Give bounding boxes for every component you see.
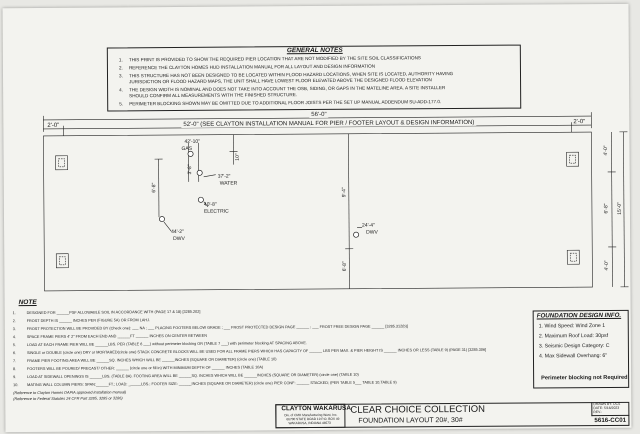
- company-sub: Div. of CMH Manufacturing West, Inc.: [284, 412, 338, 418]
- general-note-num: 4.: [119, 87, 123, 93]
- foundation-info-item: 4. Max Sidewall Overhang: 6": [538, 352, 608, 360]
- foundation-info-item: 1. Wind Speed: Wind Zone 1: [538, 322, 606, 330]
- note-text: SPACE FRAME PIERS 4' 2" FROM EACH END AND ______FT ______ INCHES ON CENTER BETWEEN: [26, 333, 208, 340]
- note-text: SINGLE or DOUBLE (circle one) DRY or MORTARED(circle one) STACK CONCRETE BLOCKS WILL BE USED FOR ALL FRAME PIERS WHICH HAS CAPACITY OF ______ LBS PER MAX. & PIER HEIGHT IS ______ INCHES OR LESS (TABLE 9) (PAGE 31) [3285.306]: [26, 347, 487, 356]
- general-note-text: THIS STRUCTURE HAS NOT BEEN DESIGNED TO BE LOCATED WITHIN FLOOD HAZARD LOCATIONS, WHEN SITE IS LOCATED, AUTHORITY HAVING: [128, 71, 454, 79]
- gas-dim: 42'-10": [184, 138, 201, 145]
- sheet-title: FOUNDATION LAYOUT 20#, 30#: [358, 416, 463, 425]
- dwv-left-label: DWV: [173, 235, 185, 243]
- blueprint-sheet: [3, 4, 632, 432]
- note-reference: (Reference to Federal Statutes 24 CFR Part 3285, 3285 or 3286): [13, 396, 123, 402]
- electric-dim: 40'-8": [203, 201, 217, 208]
- note-text: DESIGNED FOR ______PSF ALLOWABLE SOIL IN ACCORDANCE WITH (PAGE 17 & 18) [3285.202]: [26, 309, 201, 316]
- general-note-text: THE DESIGN WIDTH IS NOMINAL AND DOES NOT TAKE INTO ACCOUNT THE OSB, SIDING, OR GAPS IN THE MATELINE AREA. A SITE INSTALLER: [129, 85, 446, 93]
- mid-lower-dim: 6'-8": [341, 261, 348, 272]
- main-dim-note: 52'-0" (SEE CLAYTON INSTALLATION MANUAL FOR PIER / FOOTER LAYOUT & DESIGN INFORMATION): [183, 119, 475, 128]
- company-name: CLAYTON WAKARUSA: [281, 404, 351, 413]
- perimeter-blocking-note: Perimeter blocking not Required: [541, 374, 628, 382]
- note-num: 9.: [13, 375, 17, 380]
- note-reference: (Reference to Clayton Homes DAPIA approved installation manual): [13, 390, 127, 396]
- overall-length-dim: 56'-0": [311, 111, 327, 119]
- general-note-num: 1.: [118, 57, 123, 63]
- general-note-text: JURISDICTION OR FLOOD HAZARD MAPS, THE UNIT SHALL HAVE LOWEST FLOOR ELEVATED ABOVE THE DESIGNED FLOOD ELEVATION: [129, 77, 432, 85]
- dwv-left-dim: 44'-2": [171, 228, 184, 236]
- note-text: LOAD AT EACH FRAME PIER WILL BE ______LBS. PER (TABLE 6 ___) without perimeter blocking OR (TABLE 7 ___) with perimeter blocking AT SPACING ABOVE.: [26, 341, 307, 348]
- company-address: WAKARUSA, INDIANA 46573: [288, 420, 331, 426]
- general-note-num: 3.: [118, 73, 123, 79]
- model-number: 5616-CC01: [594, 416, 627, 425]
- water-label: WATER: [219, 180, 238, 187]
- right-bot-dim: 4'-0": [603, 260, 610, 271]
- revision: REV.:: [593, 410, 602, 415]
- note-text: LOAD AT SIDEWALL OPENINGS IS ______LBS. (TABLE 8A). FOOTING AREA WILL BE ______SQ. INCHES WHICH WILL BE ______INCHES (SQUARE OR DIAMETER) (circle one) (TABLE 10): [27, 372, 359, 380]
- foundation-info-item: 3. Seismic Design Category: C: [538, 342, 610, 350]
- foundation-info-title: FOUNDATION DESIGN INFO.: [536, 311, 622, 320]
- note-num: 6.: [12, 351, 17, 356]
- left-overhang-dim: 2'-0": [47, 122, 60, 129]
- note-num: 1.: [12, 311, 16, 316]
- left-vertical-dim: 6'-8": [151, 182, 158, 193]
- drawn-by: DRAWN BY: DCS: [593, 401, 621, 407]
- note-num: 3.: [12, 327, 16, 332]
- note-text: FOOTERS WILL BE POURED/ PRECAST/ OTHER: ______ (circle one or fill in) WITH MINIMUM DEPTH OF ______ INCHES (TABLE 10A): [27, 365, 264, 372]
- general-note-text: THIS PRINT IS PROVIDED TO SHOW THE REQUIRED PIER LOCATION THAT ARE NOT MODIFIED BY THE SITE SOIL CLASSIFICATIONS: [128, 55, 421, 63]
- general-note-text: SHOULD CONFIRM ALL MEASUREMENTS WITH THE FINISHED STRUCTURE.: [129, 92, 298, 99]
- dim-3-8: 3'-8": [187, 164, 194, 175]
- right-top-dim: 4'-0": [602, 145, 610, 156]
- foundation-info-item: 2. Maximum Roof Load: 30psf: [538, 332, 609, 340]
- dwv-right-dim: 24'-4": [362, 222, 375, 229]
- gas-label: GAS: [181, 145, 193, 152]
- note-text: MATING WALL COLUMN PIERS: SPAN:______FT.; LOAD: ______LBS.; FOOTER SIZE: ______INCHES (SQUARE OR DIAMETER) (circle one) PIER CONF: ______ STACKED; (PER TABLE 5___ TABLE 10,TABLE 9): [27, 380, 397, 388]
- note-num: 7.: [12, 359, 17, 364]
- general-notes-title: GENERAL NOTES: [286, 46, 343, 55]
- general-note-text: PERIMETER BLOCKING SHOWN MAY BE OMITTED DUE TO ADDITIONAL FLOOR JOISTS PER THE SET UP MANUAL ADDENDUM SU-ADD-177.0.: [129, 99, 442, 107]
- note-num: 4.: [12, 335, 17, 340]
- note-num: 8.: [13, 367, 17, 372]
- dwv-right-label: DWV: [366, 229, 378, 236]
- note-text: FRAME PIER FOOTING AREA WILL BE ______SQ. INCHES WHICH WILL BE ______INCHES (SQUARE OR DIAMETER) (circle one) (TABLE 10): [26, 357, 277, 364]
- note-num: 2.: [12, 319, 16, 324]
- general-note-num: 2.: [118, 65, 123, 71]
- right-overhang-dim: 2'-0": [573, 119, 586, 126]
- company-address: 66700 STATE ROAD 19 P.O. BOX 49: [286, 416, 340, 422]
- water-dim: 37'-2": [217, 173, 231, 180]
- project-title: CLEAR CHOICE COLLECTION: [350, 403, 486, 416]
- general-note-text: REFERENCE THE CLAYTON HOMES HUD INSTALLATION MANUAL FOR ALL LAYOUT AND DESIGN INFORMATION: [128, 63, 376, 71]
- note-text: FROST PROTECTION WILL BE PROVIDED BY (Check one): ___ NA ; ___ PLACING FOOTERS BELOW GRADE ; ___ FROST PROTECTED DESIGN PAGE ______ ; ___ FROST FREE DESIGN PAGE ______ [3285.312(b)]: [26, 324, 408, 332]
- electric-label: ELECTRIC: [203, 208, 229, 215]
- note-num: 10.: [13, 383, 19, 388]
- note-num: 5.: [12, 343, 17, 348]
- dim-10-inch: 10": [234, 153, 241, 161]
- right-mid-dim: 6'-8": [603, 203, 610, 214]
- drawn-date: DATE: 5/16/2023: [593, 405, 620, 411]
- note-title: NOTE: [18, 298, 37, 307]
- right-overall-width: 15'-0": [616, 201, 623, 215]
- mid-vertical-dim: 9'-4": [341, 187, 348, 198]
- note-text: FROST DEPTH IS ______ INCHES PER (FIGURE 5A) OR FROM LAHJ.: [26, 318, 151, 324]
- general-note-num: 5.: [119, 101, 124, 107]
